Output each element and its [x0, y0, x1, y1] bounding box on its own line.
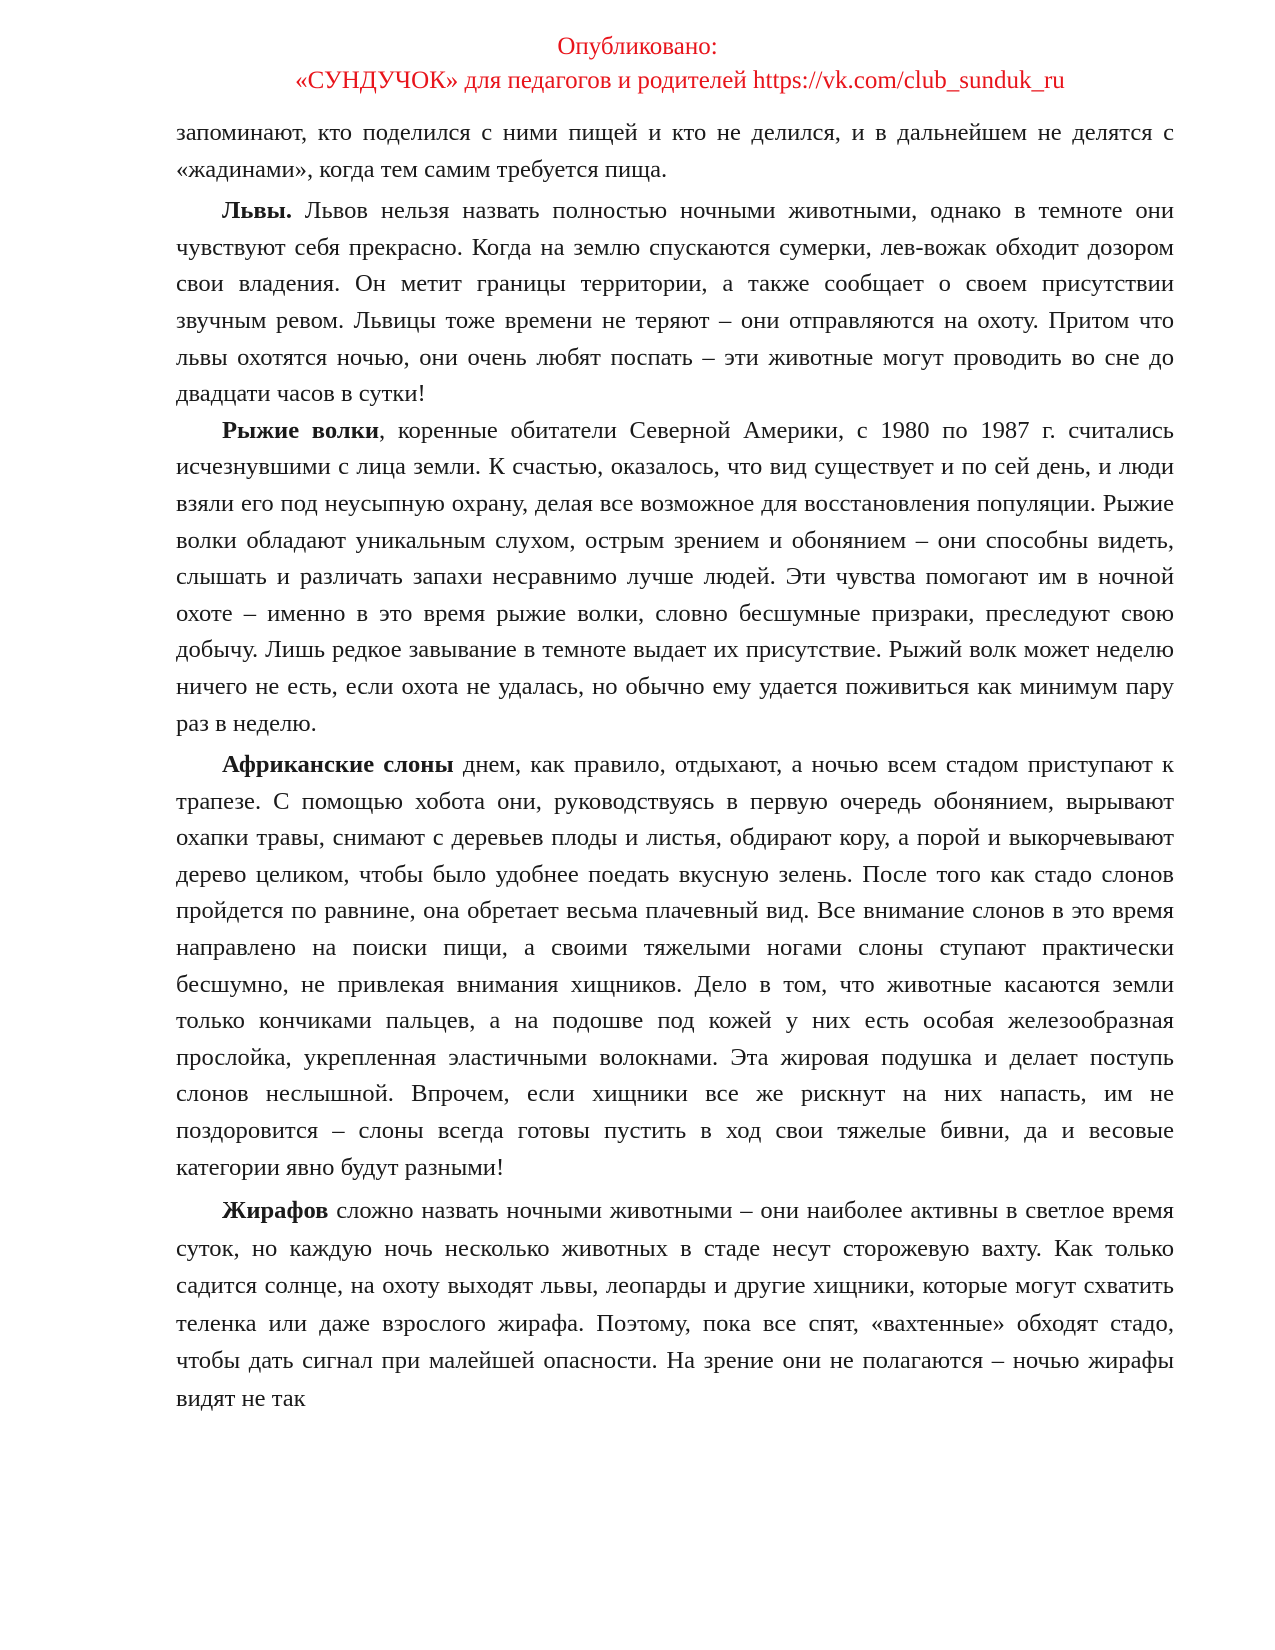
paragraph-red-wolves [176, 413, 1174, 742]
paragraph-lions [176, 193, 1174, 413]
paragraph-text: , коренные обитатели Северной Америки, с 1980 по 1987 г. считались исчезнувшими с лица земли. К счастью, оказалось, что вид существует и по сей день, и люди взяли его под неусыпную охрану, делая все возможное для восстановления популяции. Рыжие волки обладают уникальным слухом, острым зрением и обонянием – они способны видеть, слышать и различать запахи несравнимо лучше людей. Эти чувства помогают им в ночной охоте – именно в это время рыжие волки, словно бесшумные призраки, преследуют свою добычу. Лишь редкое завывание в темноте выдает их присутствие. Рыжий волк может неделю ничего не есть, если охота не удалась, но обычно ему удается поживиться как минимум пару раз в неделю. [176, 416, 1174, 737]
paragraph-giraffes [176, 1192, 1174, 1417]
paragraph-text: Львов нельзя назвать полностью ночными животными, однако в темноте они чувствуют себя прекрасно. Когда на землю спускаются сумерки, лев-вожак обходит дозором свои владения. Он метит границы территории, а также сообщает о своем присутствии звучным ревом. Львицы тоже времени не теряют – они отправляются на охоту. Притом что львы охотятся ночью, они очень любят поспать – эти животные могут проводить во сне до двадцати часов в сутки! [176, 197, 1174, 408]
paragraph-text: днем, как правило, отдыхают, а ночью всем стадом приступают к трапезе. С помощью хобота они, руководствуясь в первую очередь обонянием, вырывают охапки травы, снимают с деревьев плоды и листья, обдирают кору, а порой и выкорчевывают дерево целиком, чтобы было удобнее поедать вкусную зелень. После того как стадо слонов пройдется по равнине, она обретает весьма плачевный вид. Все внимание слонов в это время направлено на поиски пищи, а своими тяжелыми ногами слоны ступают практически бесшумно, не привлекая внимания хищников. Дело в том, что животные касаются земли только кончиками пальцев, а на подошве под кожей у них есть особая железообразная прослойка, укрепленная эластичными волокнами. Эта жировая подушка и делает поступь слонов неслышной. Впрочем, если хищники все же рискнут на них напасть, им не поздоровится – слоны всегда готовы пустить в ход свои тяжелые бивни, да и весовые категории явно будут разными! [176, 751, 1174, 1181]
paragraph-heading: Жирафов [222, 1197, 329, 1225]
paragraph-heading: Африканские слоны [222, 751, 454, 779]
header-source-link[interactable]: «СУНДУЧОК» для педагогов и родителей https://vk.com/club_sunduk_ru [295, 67, 1065, 94]
paragraph-text: запоминают, кто поделился с ними пищей и кто не делился, и в дальнейшем не делятся с «жадинами», когда тем самим требуется пища. [176, 119, 1174, 183]
paragraph-text: сложно назвать ночными животными – они наиболее активны в светлое время суток, но каждую ночь несколько животных в стаде несут сторожевую вахту. Как только садится солнце, на охоту выходят львы, леопарды и другие хищники, которые могут схватить теленка или даже взрослого жирафа. Поэтому, пока все спят, «вахтенные» обходят стадо, чтобы дать сигнал при малейшей опасности. На зрение они не полагаются – ночью жирафы видят не так [176, 1197, 1174, 1412]
publication-header [0, 30, 1275, 98]
document-body [176, 115, 1174, 1417]
paragraph-african-elephants [176, 747, 1174, 1186]
paragraph-continuation [176, 115, 1174, 188]
paragraph-heading: Львы. [222, 197, 292, 225]
header-published-label: Опубликовано: [557, 33, 718, 60]
paragraph-heading: Рыжие волки [222, 416, 380, 444]
